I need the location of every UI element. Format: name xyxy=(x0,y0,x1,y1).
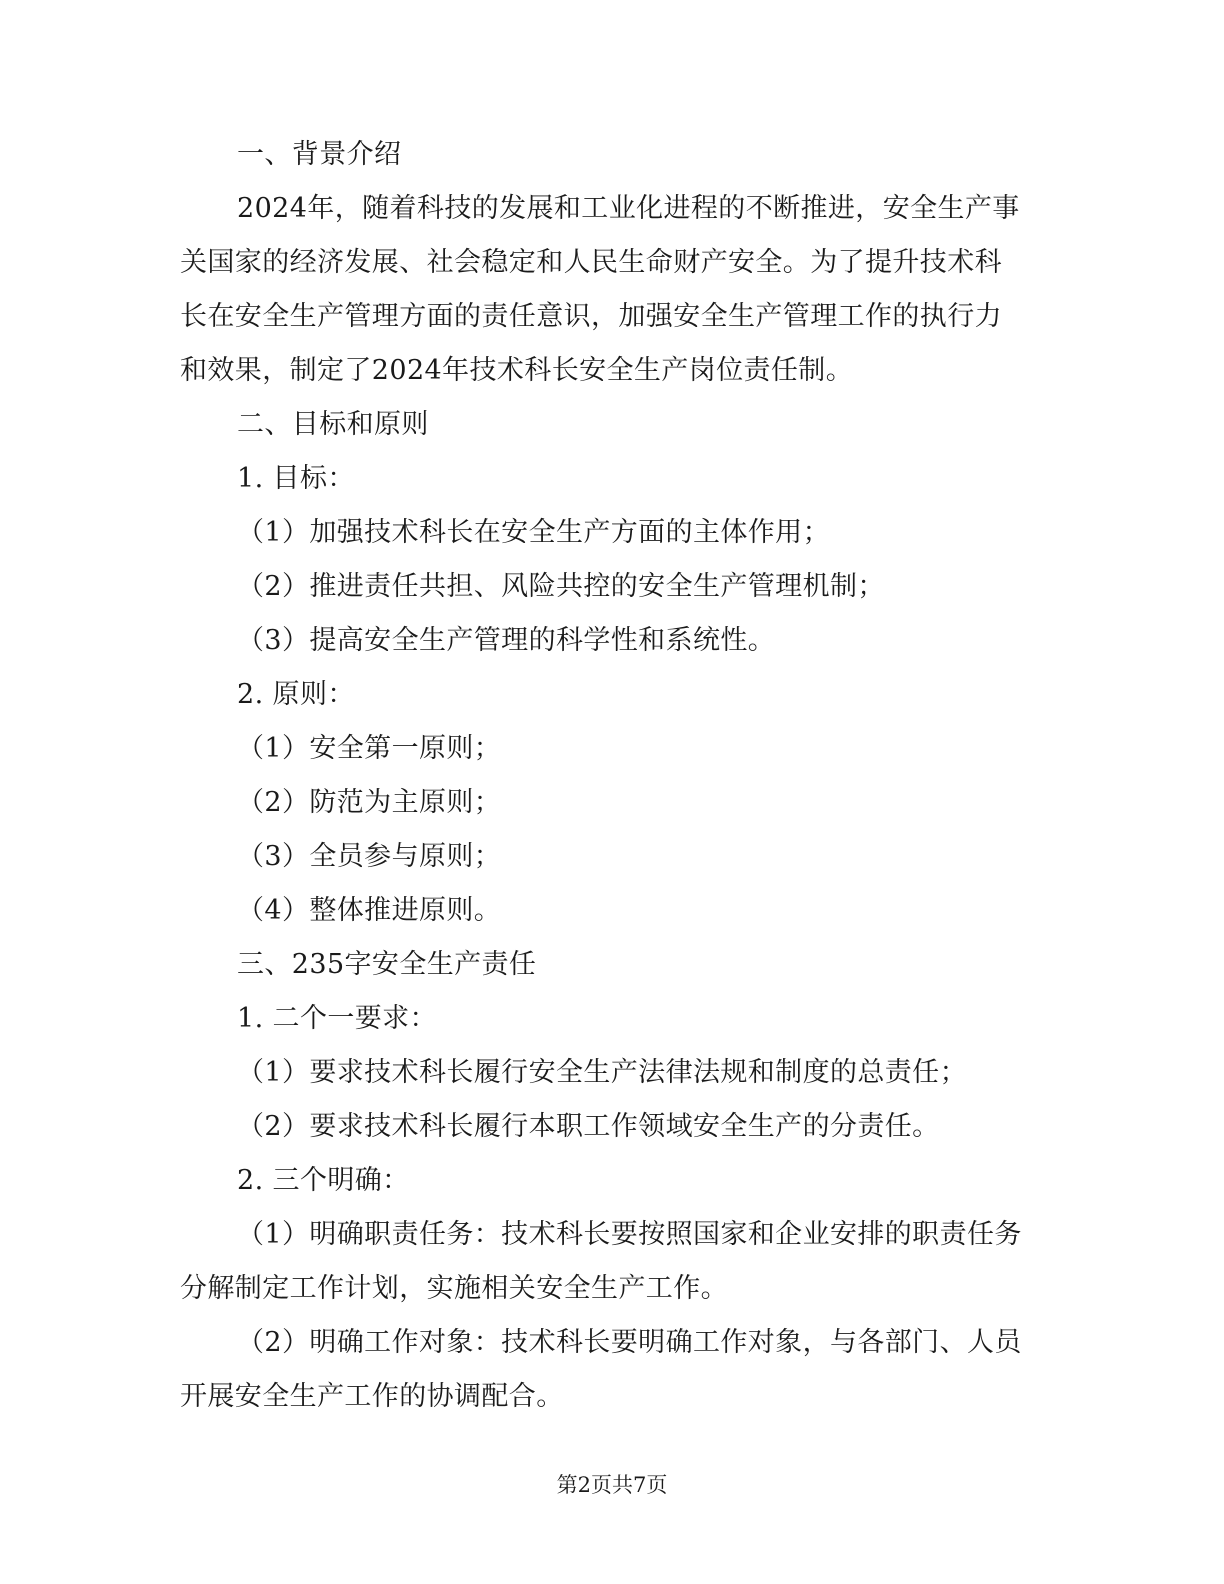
subheading-clarifications: 2. 三个明确： xyxy=(237,1165,410,1196)
list-item: （2）明确工作对象：技术科长要明确工作对象，与各部门、人员 xyxy=(237,1327,1022,1358)
paragraph-line: 2024年，随着科技的发展和工业化进程的不断推进，安全生产事 xyxy=(237,193,1020,224)
subheading-requirements: 1. 二个一要求： xyxy=(237,1003,437,1034)
list-item: （2）防范为主原则； xyxy=(237,787,502,818)
section-heading-responsibility: 三、235字安全生产责任 xyxy=(237,949,537,980)
paragraph-line: 和效果，制定了2024年技术科长安全生产岗位责任制。 xyxy=(180,355,854,386)
section-heading-background: 一、背景介绍 xyxy=(237,139,402,170)
list-item: （1）要求技术科长履行安全生产法律法规和制度的总责任； xyxy=(237,1057,967,1088)
subheading-principle: 2. 原则： xyxy=(237,679,355,710)
list-item: （1）加强技术科长在安全生产方面的主体作用； xyxy=(237,517,830,548)
list-item: （4）整体推进原则。 xyxy=(237,895,502,926)
paragraph-line: 长在安全生产管理方面的责任意识，加强安全生产管理工作的执行力 xyxy=(180,301,1002,332)
list-item: （1）明确职责任务：技术科长要按照国家和企业安排的职责任务 xyxy=(237,1219,1022,1250)
document-body xyxy=(180,128,1040,1424)
list-item: （3）全员参与原则； xyxy=(237,841,502,872)
paragraph-line: 分解制定工作计划，实施相关安全生产工作。 xyxy=(180,1273,728,1304)
page-number: 第2页共7页 xyxy=(556,1473,668,1497)
list-item: （1）安全第一原则； xyxy=(237,733,502,764)
section-heading-goals: 二、目标和原则 xyxy=(237,409,429,440)
list-item: （2）推进责任共担、风险共控的安全生产管理机制； xyxy=(237,571,885,602)
subheading-goal: 1. 目标： xyxy=(237,463,355,494)
paragraph-line: 开展安全生产工作的协调配合。 xyxy=(180,1381,564,1412)
paragraph-line: 关国家的经济发展、社会稳定和人民生命财产安全。为了提升技术科 xyxy=(180,247,1002,278)
list-item: （2）要求技术科长履行本职工作领域安全生产的分责任。 xyxy=(237,1111,940,1142)
list-item: （3）提高安全生产管理的科学性和系统性。 xyxy=(237,625,776,656)
